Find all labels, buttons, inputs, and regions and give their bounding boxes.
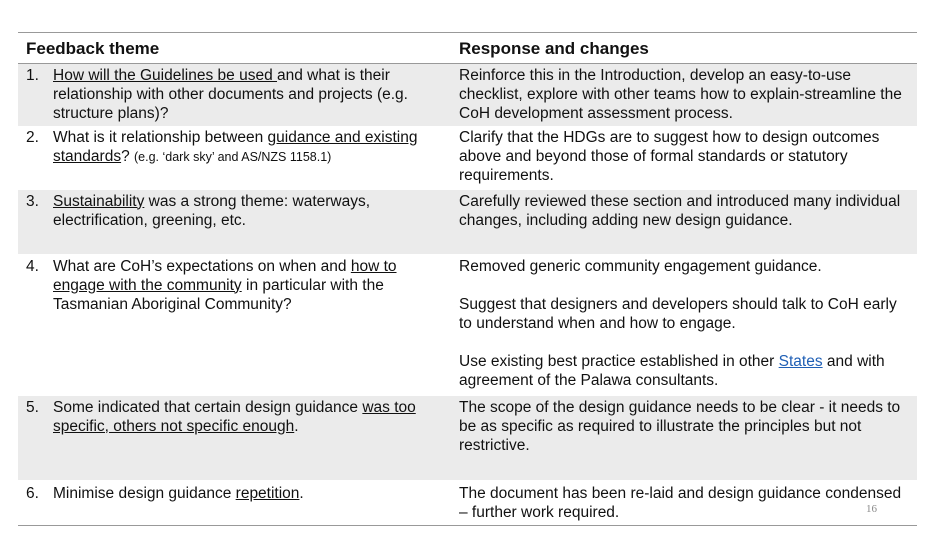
feedback-theme-cell (18, 190, 451, 254)
table-row (18, 396, 917, 480)
item-number: 6. (26, 484, 39, 502)
theme-text-part: . (299, 484, 304, 502)
feedback-theme-cell (18, 64, 451, 126)
theme-text-part: What is it relationship between (53, 128, 268, 146)
item-number: 1. (26, 67, 39, 84)
theme-text-part: was a strong theme: waterways, electrification, greening, etc. (53, 192, 371, 229)
response-text-part: and with agreement of the Palawa consultants. (459, 352, 885, 389)
item-number: 3. (26, 192, 39, 210)
underlined-phrase: Sustainability (53, 192, 145, 210)
table-row (18, 254, 917, 396)
response-paragraph (459, 352, 909, 390)
theme-text-part: . (294, 417, 299, 435)
theme-text-part: What are CoH’s expectations on when and (53, 257, 351, 275)
table-header-row (18, 33, 917, 64)
table-row (18, 480, 917, 526)
theme-text-part: Minimise design guidance (53, 484, 236, 502)
item-number: 2. (26, 128, 39, 146)
states-link[interactable]: States (778, 352, 823, 370)
response-paragraph: Suggest that designers and developers should talk to CoH early to understand when and how to engage. (459, 295, 897, 332)
response-cell: Carefully reviewed these section and introduced many individual changes, including adding new design guidance. (451, 190, 917, 254)
theme-text-part: in particular with the Tasmanian Aboriginal Community? (53, 276, 384, 313)
underlined-phrase: repetition (235, 484, 300, 502)
table-row (18, 190, 917, 254)
theme-text-part: and what is their relationship with other documents and projects (e.g. structure plans)? (53, 67, 408, 122)
response-cell: The scope of the design guidance needs to be clear - it needs to be as specific as required to illustrate the principles but not restrictive. (451, 396, 917, 480)
response-paragraph: Removed generic community engagement guidance. (459, 257, 822, 275)
table-row (18, 64, 917, 126)
underlined-phrase: how to engage with the community (53, 257, 397, 294)
theme-text (53, 398, 443, 436)
response-cell: Reinforce this in the Introduction, develop an easy-to-use checklist, explore with other teams how to explain-streamline the CoH development assessment process. (451, 64, 917, 126)
table-row (18, 126, 917, 190)
theme-text (53, 66, 443, 123)
example-note: (e.g. ‘dark sky’ and AS/NZS 1158.1) (134, 149, 332, 164)
underlined-phrase: guidance and existing standards (53, 128, 418, 165)
theme-text-part: ? (121, 147, 135, 165)
feedback-theme-cell (18, 396, 451, 480)
feedback-theme-cell (18, 254, 451, 396)
theme-text (53, 192, 443, 230)
theme-text (53, 484, 443, 503)
underlined-phrase: was too specific, others not specific enough (53, 398, 416, 435)
response-cell: The document has been re-laid and design guidance condensed – further work required. (451, 480, 917, 526)
item-number: 4. (26, 257, 39, 275)
response-cell (451, 254, 917, 396)
page-number: 16 (866, 503, 877, 515)
theme-text (53, 128, 443, 167)
feedback-theme-cell (18, 126, 451, 190)
feedback-table (18, 32, 917, 526)
underlined-phrase: How will the Guidelines be used (53, 67, 278, 84)
response-text-part: Use existing best practice established in other (459, 352, 779, 370)
response-cell: Clarify that the HDGs are to suggest how to design outcomes above and beyond those of formal standards or statutory requirements. (459, 128, 880, 184)
feedback-theme-cell (18, 480, 451, 526)
header-response-and-changes: Response and changes (451, 33, 917, 64)
item-number: 5. (26, 398, 39, 416)
header-feedback-theme: Feedback theme (18, 33, 451, 64)
theme-text-part: Some indicated that certain design guidance (53, 398, 363, 416)
theme-text (53, 257, 443, 314)
